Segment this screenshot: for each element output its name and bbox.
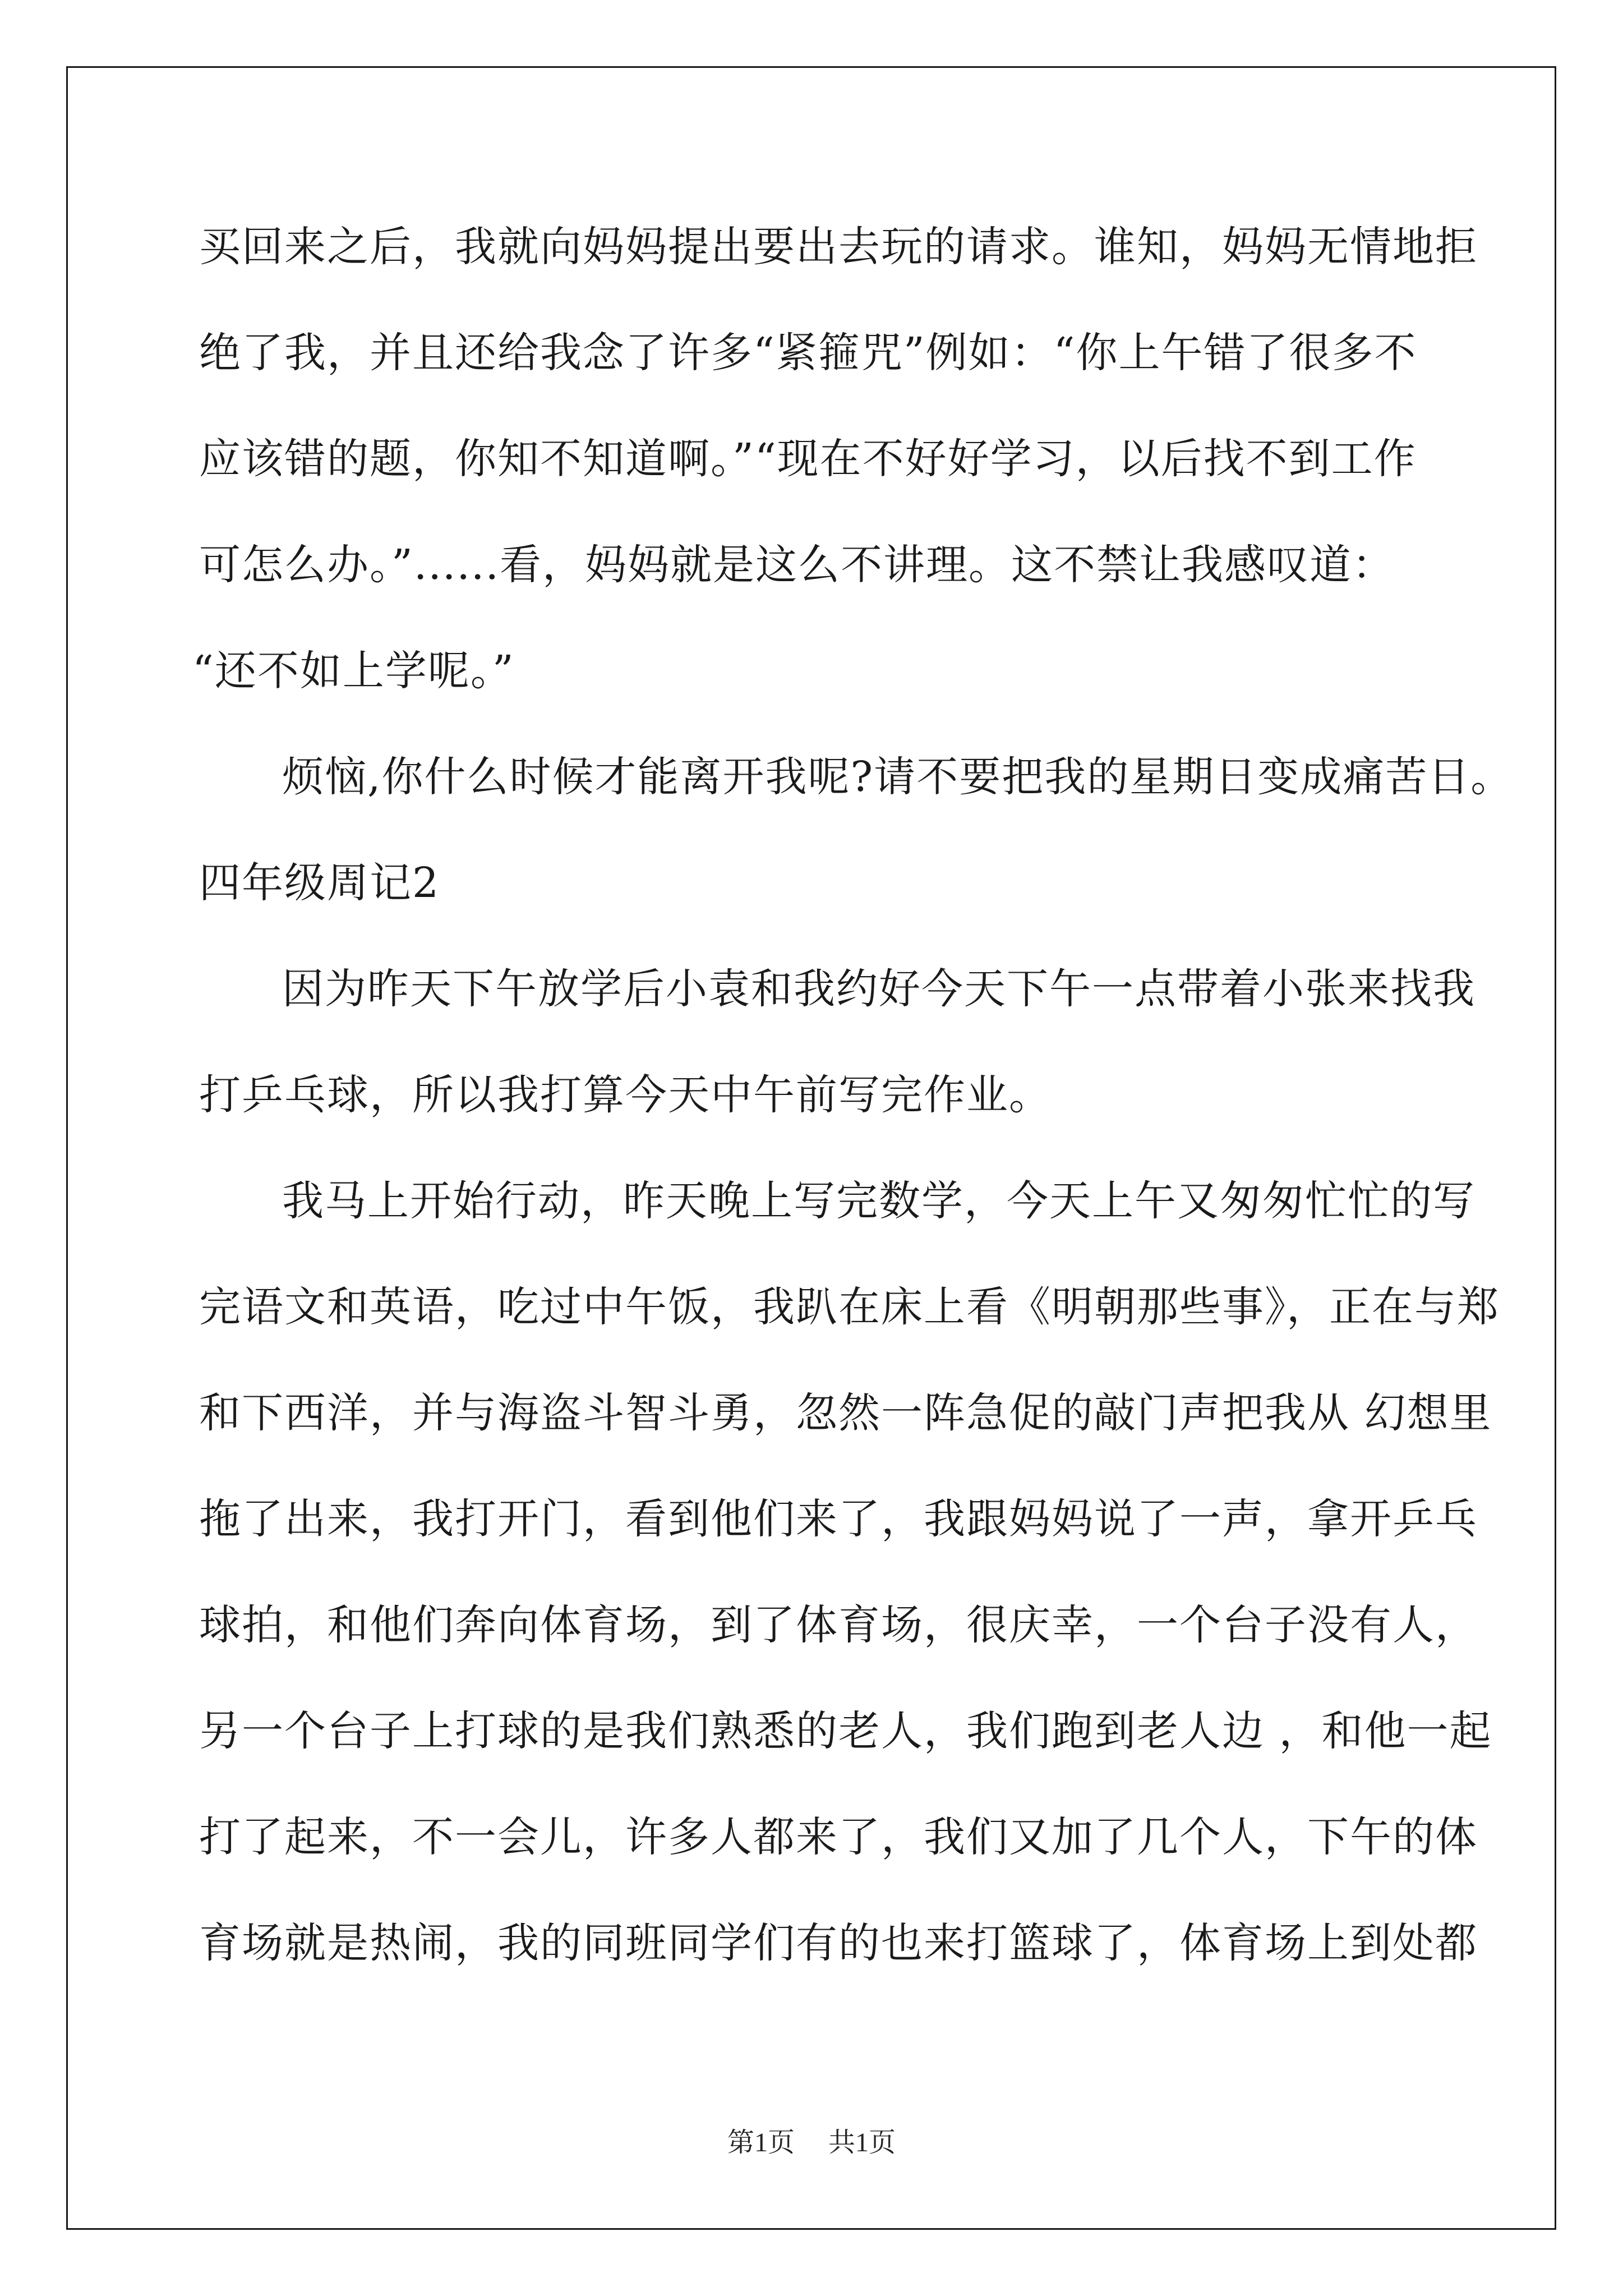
text-line: 球拍，和他们奔向体育场，到了体育场，很庆幸，一个台子没有人， (199, 1601, 1478, 1649)
text-line: 拖了出来，我打开门，看到他们来了，我跟妈妈说了一声，拿开乒乓 (199, 1495, 1478, 1543)
paragraph-first-line: 烦恼,你什么时候才能离开我呢?请不要把我的星期日变成痛苦日。 (282, 753, 1514, 801)
text-line: 应该错的题，你知不知道啊。”“现在不好好学习，以后找不到工作 (199, 435, 1417, 483)
text-line: 完语文和英语，吃过中午饭，我趴在床上看《明朝那些事》，正在与郑 (199, 1283, 1500, 1331)
paragraph-first-line: 我马上开始行动，昨天晚上写完数学，今天上午又匆匆忙忙的写 (282, 1177, 1476, 1225)
text-line: 打了起来，不一会儿，许多人都来了，我们又加了几个人，下午的体 (199, 1813, 1478, 1861)
text-line: 打乒乓球，所以我打算今天中午前写完作业。 (199, 1071, 1052, 1119)
section-heading: 四年级周记2 (199, 859, 440, 907)
text-line: 买回来之后，我就向妈妈提出要出去玩的请求。谁知，妈妈无情地拒 (199, 223, 1478, 271)
text-line: 和下西洋，并与海盗斗智斗勇，忽然一阵急促的敲门声把我从 幻想里 (199, 1389, 1492, 1437)
page-footer (0, 2126, 1623, 2160)
text-line: “还不如上学呢。” (192, 647, 515, 695)
page-border (66, 66, 1556, 2230)
page-total: 共1页 (828, 2128, 896, 2157)
text-line: 另一个台子上打球的是我们熟悉的老人，我们跑到老人边 ，和他一起 (199, 1707, 1492, 1755)
text-line: 绝了我，并且还给我念了许多“紧箍咒”例如：“你上午错了很多不 (199, 329, 1417, 377)
paragraph-first-line: 因为昨天下午放学后小袁和我约好今天下午一点带着小张来找我 (282, 965, 1476, 1013)
page-number: 第1页 (727, 2128, 795, 2157)
text-line: 可怎么办。”......看，妈妈就是这么不讲理。这不禁让我感叹道： (199, 541, 1395, 589)
text-line: 育场就是热闹，我的同班同学们有的也来打篮球了，体育场上到处都 (199, 1919, 1478, 1967)
